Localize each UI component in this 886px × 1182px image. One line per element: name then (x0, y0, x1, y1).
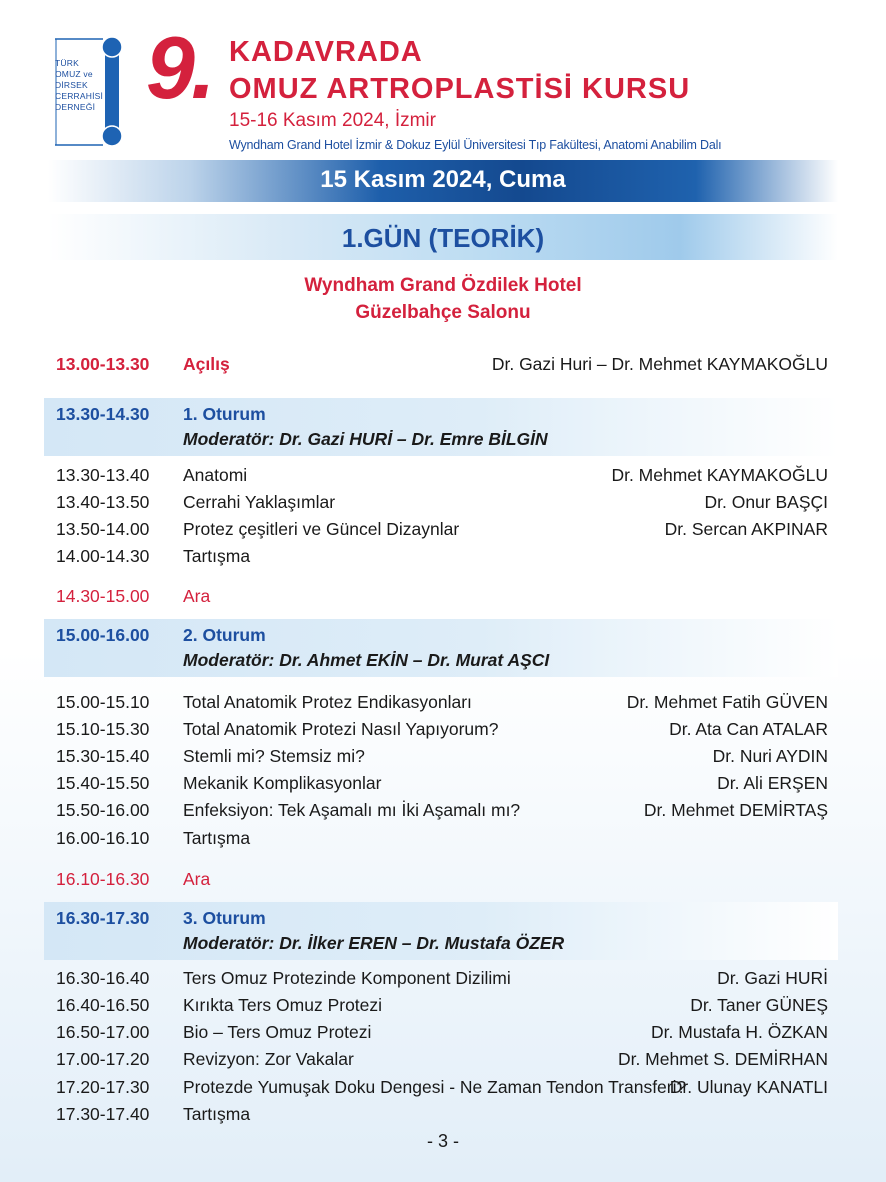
program-row (56, 1022, 828, 1048)
day-label-banner (48, 214, 838, 260)
talk-time: 15.10-15.30 (56, 719, 150, 739)
program-row (56, 519, 828, 545)
opening-row (56, 354, 828, 380)
talk-topic: Mekanik Komplikasyonlar (183, 773, 382, 793)
opening-time: 13.00-13.30 (56, 354, 150, 374)
day-label: 1.GÜN (TEORİK) (341, 223, 545, 253)
talk-speaker: Dr. Mehmet Fatih GÜVEN (626, 692, 828, 712)
hotel-name: Wyndham Grand Özdilek Hotel (304, 275, 582, 296)
talk-time: 17.00-17.20 (56, 1049, 150, 1069)
opening-topic: Açılış (183, 354, 230, 374)
session-moderators: Moderatör: Dr. Ahmet EKİN – Dr. Murat AŞCI (183, 650, 550, 670)
talk-time: 16.50-17.00 (56, 1022, 150, 1042)
session-name: 3. Oturum (183, 908, 266, 928)
program-row (56, 773, 828, 799)
program-row (56, 828, 828, 854)
talk-topic: Kırıkta Ters Omuz Protezi (183, 995, 383, 1015)
talk-topic: Tartışma (183, 828, 251, 848)
program-row (56, 1077, 828, 1103)
talk-speaker: Dr. Mustafa H. ÖZKAN (651, 1022, 828, 1042)
day-title: 15 Kasım 2024, Cuma (320, 166, 566, 193)
talk-topic: Protez çeşitleri ve Güncel Dizaynlar (183, 519, 460, 539)
talk-topic: Stemli mi? Stemsiz mi? (183, 746, 365, 766)
program-row (56, 465, 828, 491)
talk-speaker: Dr. Mehmet S. DEMİRHAN (617, 1049, 828, 1069)
talk-speaker: Dr. Mehmet DEMİRTAŞ (643, 800, 828, 820)
talk-speaker: Dr. Mehmet KAYMAKOĞLU (611, 465, 828, 485)
talk-speaker: Dr. Nuri AYDIN (712, 746, 828, 766)
program-row (56, 800, 828, 826)
talk-speaker: Dr. Taner GÜNEŞ (690, 995, 828, 1015)
program-row (56, 1104, 828, 1130)
hall-name: Güzelbahçe Salonu (355, 302, 531, 323)
talk-time: 15.40-15.50 (56, 773, 150, 793)
program-row (56, 746, 828, 772)
session-moderators: Moderatör: Dr. Gazi HURİ – Dr. Emre BİLGİN (183, 429, 548, 449)
break-time: 16.10-16.30 (56, 869, 150, 889)
course-title-line1: KADAVRADA (229, 36, 423, 68)
talk-speaker: Dr. Ulunay KANATLI (669, 1077, 828, 1097)
session-name: 1. Oturum (183, 404, 266, 424)
talk-speaker: Dr. Sercan AKPINAR (664, 519, 828, 539)
day-banner (48, 160, 838, 202)
break-label: Ara (183, 869, 211, 889)
talk-time: 15.50-16.00 (56, 800, 150, 820)
opening-speakers: Dr. Gazi Huri – Dr. Mehmet KAYMAKOĞLU (491, 354, 828, 374)
talk-time: 15.00-15.10 (56, 692, 150, 712)
session-2-header (44, 619, 838, 677)
session-1-header (44, 398, 838, 456)
program-row (56, 1049, 828, 1075)
talk-time: 17.30-17.40 (56, 1104, 150, 1124)
talk-topic: Tartışma (183, 546, 251, 566)
talk-topic: Protezde Yumuşak Doku Dengesi - Ne Zaman Tendon Transferi? (183, 1077, 687, 1097)
talk-time: 13.30-13.40 (56, 465, 150, 485)
talk-time: 17.20-17.30 (56, 1077, 150, 1097)
talk-time: 13.50-14.00 (56, 519, 150, 539)
session-time: 13.30-14.30 (56, 404, 150, 424)
talk-time: 15.30-15.40 (56, 746, 150, 766)
talk-topic: Ters Omuz Protezinde Komponent Dizilimi (183, 968, 511, 988)
program-row (56, 492, 828, 518)
talk-speaker: Dr. Onur BAŞÇI (704, 492, 828, 512)
talk-speaker: Dr. Ata Can ATALAR (669, 719, 828, 739)
program-row (56, 719, 828, 745)
break-label: Ara (183, 586, 211, 606)
talk-speaker: Dr. Gazi HURİ (717, 968, 828, 988)
talk-time: 14.00-14.30 (56, 546, 150, 566)
course-date-place: 15-16 Kasım 2024, İzmir (229, 110, 436, 131)
program-row (56, 968, 828, 994)
talk-topic: Total Anatomik Protez Endikasyonları (183, 692, 472, 712)
talk-time: 16.30-16.40 (56, 968, 150, 988)
page-number: - 3 - (426, 1131, 459, 1151)
logo-text: TÜRK OMUZ ve DİRSEK CERRAHİSİ DERNEĞİ (55, 58, 104, 112)
break-time: 14.30-15.00 (56, 586, 150, 606)
talk-time: 16.00-16.10 (56, 828, 150, 848)
course-title-line2: OMUZ ARTROPLASTİSİ KURSU (229, 73, 691, 105)
session-name: 2. Oturum (183, 625, 266, 645)
talk-time: 13.40-13.50 (56, 492, 150, 512)
session-3-header (44, 902, 838, 960)
venue-line: Wyndham Grand Hotel İzmir & Dokuz Eylül Üniversitesi Tıp Fakültesi, Anatomi Anabilim Dalı (229, 138, 722, 152)
talk-topic: Revizyon: Zor Vakalar (183, 1049, 354, 1069)
session-moderators: Moderatör: Dr. İlker EREN – Dr. Mustafa ÖZER (183, 933, 565, 953)
edition-number: 9. (146, 18, 212, 117)
talk-topic: Enfeksiyon: Tek Aşamalı mı İki Aşamalı mı? (183, 800, 521, 820)
session-time: 16.30-17.30 (56, 908, 150, 928)
program-row (56, 995, 828, 1021)
break-row (56, 586, 828, 612)
program-row (56, 546, 828, 572)
program-row (56, 692, 828, 718)
session-time: 15.00-16.00 (56, 625, 150, 645)
talk-speaker: Dr. Ali ERŞEN (717, 773, 828, 793)
talk-time: 16.40-16.50 (56, 995, 150, 1015)
talk-topic: Bio – Ters Omuz Protezi (183, 1022, 372, 1042)
talk-topic: Cerrahi Yaklaşımlar (183, 492, 336, 512)
break-row (56, 869, 828, 895)
talk-topic: Anatomi (183, 465, 248, 485)
talk-topic: Tartışma (183, 1104, 251, 1124)
talk-topic: Total Anatomik Protezi Nasıl Yapıyorum? (183, 719, 499, 739)
